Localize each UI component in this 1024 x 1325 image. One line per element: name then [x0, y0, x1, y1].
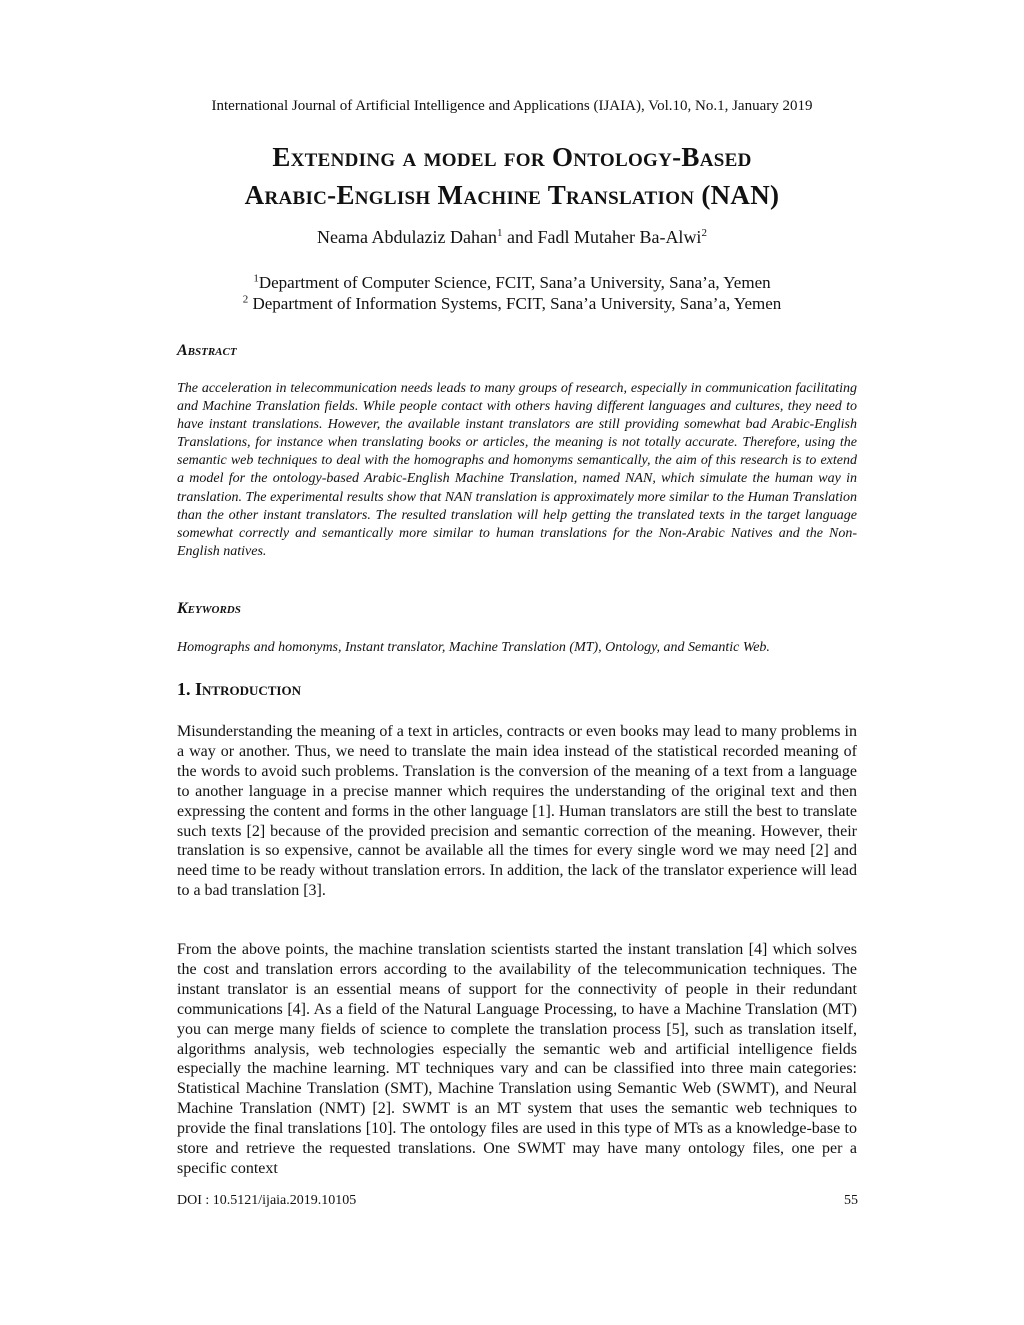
abstract-heading: Abstract [177, 342, 237, 359]
intro-paragraph-2: From the above points, the machine translation scientists started the instant translation [4] which solves the cost and translation errors according to the availability of the telecommunication techniques. The instant translator is an essential means of support for the connectivity of people in their redundant communications [4]. As a field of the Natural Language Processing, to have a Machine Translation (MT) you can merge many fields of science to complete the translation process [5], such as translation itself, algorithms analysis, web technologies especially the semantic web and artificial intelligence fields especially the machine learning. MT techniques vary and can be classified into three main categories: Statistical Machine Translation (SMT), Machine Translation using Semantic Web (SWMT), and Neural Machine Translation (NMT) [2]. SWMT is an MT system that uses the semantic web techniques to provide the final translations [10]. The ontology files are used in this type of MTs as a knowledge-base to store and retrieve the requested translations. One SWMT may have many ontology files, one per a specific context [177, 941, 857, 1177]
title-line-1: Extending a model for Ontology-Based [272, 142, 752, 172]
intro-paragraph-1: Misunderstanding the meaning of a text in articles, contracts or even books may lead to many problems in a way or another. Thus, we need to translate the main idea instead of the statistical recorded meaning of the words to avoid such problems. Translation is the conversion of the meaning of a text from a language to another language in a precise manner which requires the understanding of the original text and then expressing the content and forms in the other language [1]. Human translators are still the best to translate such texts [2] because of the provided precision and semantic correction of the meaning. However, their translation is so expensive, cannot be available all the times for every single word we may need [2] and need time to be ready without translation errors. In addition, the lack of the translator experience will lead to a bad translation [3]. [177, 723, 857, 900]
keywords-text: Homographs and homonyms, Instant translator, Machine Translation (MT), Ontology, and Semantic Web. [177, 640, 770, 655]
page-number: 55 [844, 1193, 858, 1208]
affiliation-1-sup: 1 [253, 272, 259, 285]
paper-title [0, 138, 1024, 214]
author-2: Fadl Mutaher Ba-Alwi [537, 227, 702, 247]
introduction-heading: 1. Introduction [177, 679, 301, 699]
affiliation-2 [0, 294, 1024, 314]
authors [0, 227, 1024, 248]
journal-header: International Journal of Artificial Intelligence and Applications (IJAIA), Vol.10, No.1, January 2019 [211, 98, 813, 114]
author-1-sup: 1 [496, 227, 503, 239]
author-conjunction: and [502, 227, 538, 247]
author-1: Neama Abdulaziz Dahan [317, 227, 497, 247]
affiliation-2-sup: 2 [242, 293, 249, 306]
title-line-2: Arabic-English Machine Translation (NAN) [244, 180, 780, 210]
footer-doi: DOI : 10.5121/ijaia.2019.10105 [177, 1193, 357, 1208]
affiliation-1-text: Department of Computer Science, FCIT, Sana’a University, Sana’a, Yemen [258, 273, 771, 292]
affiliation-2-text: Department of Information Systems, FCIT, Sana’a University, Sana’a, Yemen [248, 294, 782, 313]
abstract-text: The acceleration in telecommunication needs leads to many groups of research, especially in communication facilitating and Machine Translation fields. While people contact with others having different languages and cultures, they need to have instant translations. However, the available instant translators are still providing somewhat bad Arabic-English Translations, for instance when translating books or articles, the meaning is not totally accurate. Therefore, using the semantic web techniques to deal with the homographs and homonyms semantically, the aim of this research is to extend a model for the ontology-based Arabic-English Machine Translation, named NAN, which simulate the human way in translation. The experimental results show that NAN translation is approximately more similar to the Human Translation than the other instant translators. The resulted translation will help getting the translated texts in the target language somewhat correctly and semantically more similar to human translations for the Non-Arabic Natives and the Non-English natives. [177, 381, 857, 559]
author-2-sup: 2 [701, 227, 707, 239]
affiliation-1 [0, 273, 1024, 293]
keywords-heading: Keywords [177, 600, 241, 617]
